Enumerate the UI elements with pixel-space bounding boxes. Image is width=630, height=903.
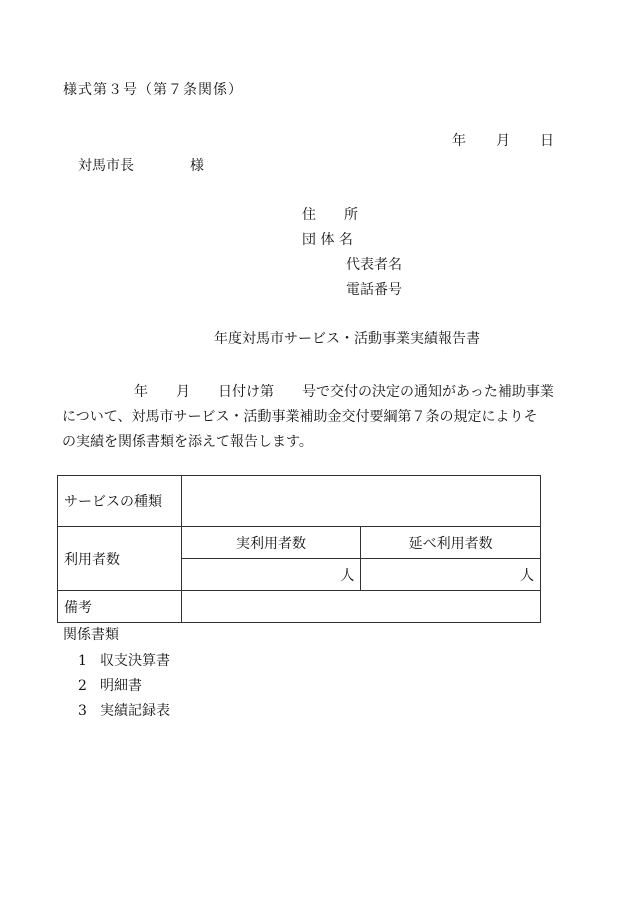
date-line [452,134,554,148]
service-type-label: サービスの種類 [58,476,182,527]
attachment-number: 1 [78,653,87,669]
actual-users-field[interactable]: 人 [181,559,361,591]
report-table [57,475,541,623]
body-line-3: の実績を関係書類を添えて報告します。 [62,434,313,450]
attachment-label: 収支決算書 [100,653,170,669]
actual-users-header: 実利用者数 [181,527,361,559]
attachment-number: 2 [78,678,87,694]
attachment-number: 3 [78,703,87,719]
remarks-field[interactable] [181,591,540,623]
applicant-group-label: 団 体 名 [302,232,353,248]
date-year: 年 [452,133,466,149]
total-users-field[interactable]: 人 [361,559,541,591]
body-line-2: について、対馬市サービス・活動事業補助金交付要綱第７条の規定によりそ [62,409,538,425]
attachments-heading: 関係書類 [63,627,119,643]
body-text [62,380,582,455]
addressee-name: 対馬市長 [78,158,134,174]
users-label: 利用者数 [58,527,182,591]
document-title: 年度対馬市サービス・活動事業実績報告書 [214,331,480,347]
row-users-header [58,527,541,559]
applicant-representative-label: 代表者名 [346,257,402,273]
addressee-honorific: 様 [190,158,204,174]
applicant-address-label: 住 所 [302,207,358,223]
service-type-field[interactable] [181,476,540,527]
attachment-item [78,704,170,718]
date-day: 日 [540,133,554,149]
attachment-item [78,654,170,668]
remarks-label: 備考 [58,591,182,623]
body-line-1: 年 月 日付け第 号で交付の決定の通知があった補助事業 [134,384,554,400]
date-month: 月 [496,133,510,149]
form-number: 様式第３号（第７条関係） [63,82,243,98]
attachment-label: 明細書 [100,678,142,694]
attachment-item [78,679,142,693]
row-service-type [58,476,541,527]
total-users-header: 延べ利用者数 [361,527,541,559]
applicant-phone-label: 電話番号 [346,282,402,298]
attachment-label: 実績記録表 [100,703,170,719]
row-remarks [58,591,541,623]
addressee [78,159,204,173]
